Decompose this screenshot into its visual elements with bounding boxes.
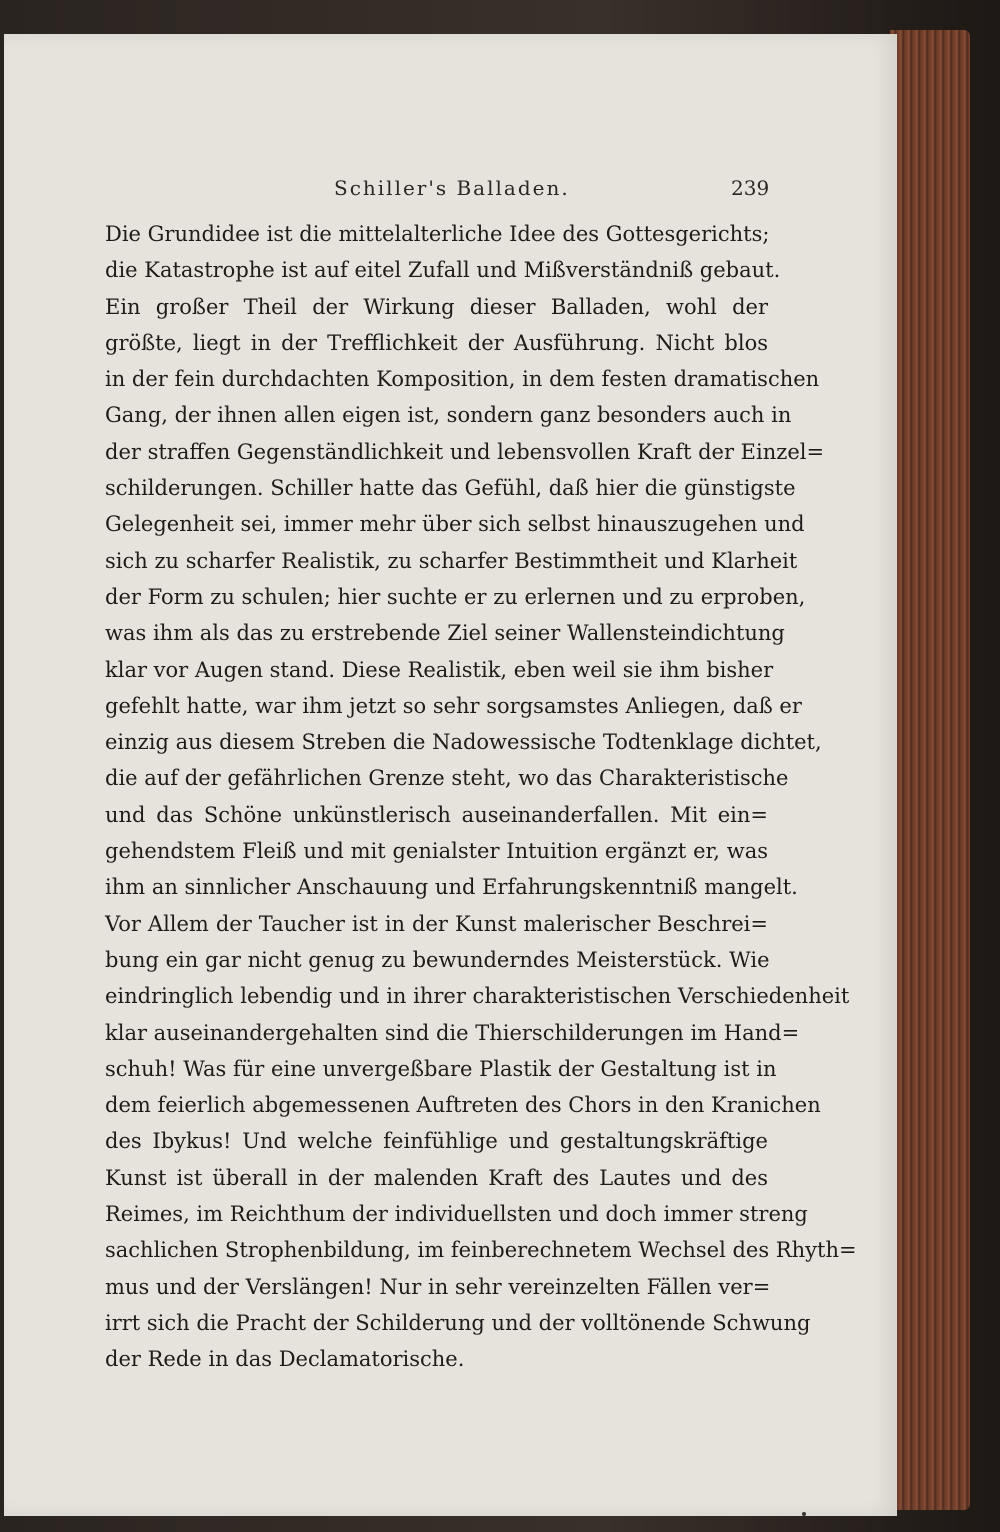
text-line: die auf der gefährlichen Grenze steht, wo das Charakteristische (105, 766, 789, 791)
ink-speck (802, 1512, 806, 1516)
text-line: Kunst ist überall in der malenden Kraft des Lautes und des (105, 1165, 768, 1190)
text-line: des Ibykus! Und welche feinfühlige und gestaltungskräftige (105, 1129, 768, 1154)
text-line: einzig aus diesem Streben die Nadowessische Todtenklage dichtet, (105, 730, 822, 755)
body-text (105, 216, 857, 1378)
text-line: klar vor Augen stand. Diese Realistik, eben weil sie ihm bisher (105, 657, 774, 682)
text-line: schilderungen. Schiller hatte das Gefühl, daß hier die günstigste (105, 476, 796, 501)
text-line: Ein großer Theil der Wirkung dieser Balladen, wohl der (105, 294, 768, 319)
text-line: gehendstem Fleiß und mit genialster Intuition ergänzt er, was (105, 839, 768, 864)
text-line: größte, liegt in der Trefflichkeit der Ausführung. Nicht blos (105, 330, 768, 355)
text-line: dem feierlich abgemessenen Auftreten des Chors in den Kranichen (105, 1093, 821, 1118)
text-line: irrt sich die Pracht der Schilderung und der volltönende Schwung (105, 1310, 811, 1335)
text-line: Gang, der ihnen allen eigen ist, sondern ganz besonders auch in (105, 403, 792, 428)
text-line: bung ein gar nicht genug zu bewunderndes Meisterstück. Wie (105, 947, 770, 972)
book-page (4, 34, 897, 1516)
text-line: gefehlt hatte, war ihm jetzt so sehr sorgsamstes Anliegen, daß er (105, 693, 802, 718)
text-line: was ihm als das zu erstrebende Ziel seiner Wallensteindichtung (105, 621, 785, 646)
text-line: Reimes, im Reichthum der individuellsten und doch immer streng (105, 1202, 808, 1227)
text-line: Vor Allem der Taucher ist in der Kunst malerischer Beschrei= (105, 911, 768, 936)
text-line: Gelegenheit sei, immer mehr über sich selbst hinauszugehen und (105, 512, 805, 537)
text-line: sachlichen Strophenbildung, im feinberechnetem Wechsel des Rhyth= (105, 1238, 857, 1263)
text-line: ihm an sinnlicher Anschauung und Erfahrungskenntniß mangelt. (105, 875, 798, 900)
running-head (4, 176, 897, 206)
text-line: klar auseinandergehalten sind die Thierschilderungen im Hand= (105, 1020, 800, 1045)
page-number: 239 (731, 176, 770, 200)
text-line: eindringlich lebendig und in ihrer charakteristischen Verschiedenheit (105, 984, 850, 1009)
text-line: schuh! Was für eine unvergeßbare Plastik der Gestaltung ist in (105, 1056, 777, 1081)
text-line: Die Grundidee ist die mittelalterliche Idee des Gottesgerichts; (105, 222, 770, 246)
text-line: der Rede in das Declamatorische. (105, 1347, 465, 1372)
text-line: die Katastrophe ist auf eitel Zufall und Mißverständniß gebaut. (105, 258, 781, 283)
book-page-edges (890, 30, 970, 1510)
text-line: und das Schöne unkünstlerisch auseinanderfallen. Mit ein= (105, 802, 768, 827)
text-line: der straffen Gegenständlichkeit und lebensvollen Kraft der Einzel= (105, 439, 825, 464)
text-line: der Form zu schulen; hier suchte er zu erlernen und zu erproben, (105, 584, 806, 609)
text-line: sich zu scharfer Realistik, zu scharfer Bestimmtheit und Klarheit (105, 548, 798, 573)
text-line: mus und der Verslängen! Nur in sehr vereinzelten Fällen ver= (105, 1274, 771, 1299)
text-line: in der fein durchdachten Komposition, in dem festen dramatischen (105, 367, 820, 392)
running-title: Schiller's Balladen. (334, 176, 570, 200)
